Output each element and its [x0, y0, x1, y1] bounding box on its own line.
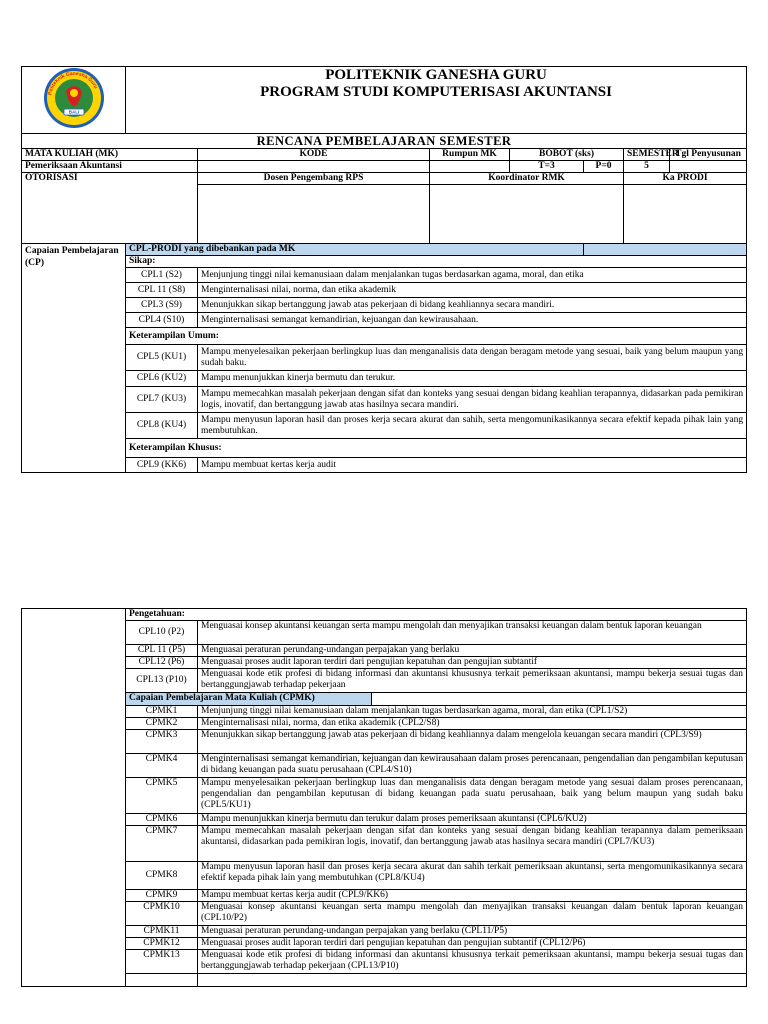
cpl-text: Menginternalisasi semangat kemandirian, kejuangan dan kewirausahaan. — [198, 313, 747, 328]
cpl-text: Menguasai kode etik profesi di bidang informasi dan akuntansi khususnya terkait pemeriksaan akuntansi, mampu bekerja sesuai tugas dan bertanggungjawab terhadap pekerjaan — [198, 669, 747, 693]
cpmk-code: CPMK2 — [126, 718, 198, 730]
bobot-p: P=0 — [584, 161, 624, 173]
cpmk-header: Capaian Pembelajaran Mata Kuliah (CPMK) — [126, 693, 372, 706]
page2-left-column — [22, 609, 126, 987]
col-bobot: BOBOT (sks) — [510, 149, 624, 161]
program-name: PROGRAM STUDI KOMPUTERISASI AKUNTANSI — [260, 84, 612, 100]
empty-cell — [126, 974, 198, 987]
cpl-text: Mampu menunjukkan kinerja bermutu dan terukur. — [198, 371, 747, 387]
empty-cell — [198, 974, 747, 987]
cpmk-code: CPMK9 — [126, 890, 198, 902]
cpl-code: CPL1 (S2) — [126, 268, 198, 283]
cpmk-code: CPMK7 — [126, 826, 198, 862]
col-semester: SEMESTER — [624, 149, 670, 161]
cpmk-text: Mampu menunjukkan kinerja bermutu dan terukur dalam proses pemeriksaan akuntansi (CPL6/KU2) — [198, 814, 747, 826]
cpmk-text: Menunjukkan sikap bertanggung jawab atas pekerjaan di bidang keahliannya dalam mengelola keuangan secara mandiri (CPL3/S9) — [198, 730, 747, 754]
cpmk-text: Menguasai peraturan perundang-undangan perpajakan yang berlaku (CPL11/P5) — [198, 926, 747, 938]
cpmk-text: Menguasai proses audit laporan terdiri dari pengujian kepatuhan dan pengujian subtantif (CPL12/P6) — [198, 938, 747, 950]
semester-value: 5 — [624, 161, 670, 173]
cpmk-code: CPMK11 — [126, 926, 198, 938]
col-mk: MATA KULIAH (MK) — [22, 149, 198, 161]
cpl-header: CPL-PRODI yang dibebankan pada MK — [126, 244, 584, 256]
cpl-text: Menginternalisasi nilai, norma, dan etika akademik — [198, 283, 747, 298]
dosen-label: Dosen Pengembang RPS — [198, 173, 430, 185]
cpmk-text: Mampu menyusun laporan hasil dan proses kerja secara akurat dan sahih terkait pemeriksaan akuntansi, serta mengomunikasikannya secara efektif kepada pihak lain yang membutuhkan (CPL8/KU4) — [198, 862, 747, 890]
rps-table-page-2 — [21, 608, 747, 987]
bobot-t: T=3 — [510, 161, 584, 173]
cpmk-code: CPMK8 — [126, 862, 198, 890]
cpl-text: Mampu menyelesaikan pekerjaan berlingkup luas dan menganalisis data dengan beragam metode yang sesuai, baik yang belum maupun yang sudah baku. — [198, 345, 747, 371]
cpmk-text: Menginternalisasi nilai, norma, dan etika akademik (CPL2/S8) — [198, 718, 747, 730]
otorisasi-label: OTORISASI — [22, 173, 198, 185]
mk-value: Pemeriksaan Akuntansi — [22, 161, 198, 173]
tgl-value — [670, 161, 747, 173]
cpl-code: CPL8 (KU4) — [126, 413, 198, 439]
cpl-text: Mampu menyusun laporan hasil dan proses kerja secara akurat dan sahih, serta mengomunikasikannya secara efektif kepada pihak lain yang membutuhkan. — [198, 413, 747, 439]
cpmk-code: CPMK4 — [126, 754, 198, 778]
cpmk-code: CPMK5 — [126, 778, 198, 814]
cpl-code: CPL6 (KU2) — [126, 371, 198, 387]
cpl-code: CPL10 (P2) — [126, 621, 198, 645]
cpl-code: CPL12 (P6) — [126, 657, 198, 669]
cpmk-text: Menguasai konsep akuntansi keuangan serta mampu mengolah dan menyajikan transaksi keuangan dalam bentuk laporan keuangan (CPL10/P2) — [198, 902, 747, 926]
institution-header — [126, 67, 747, 134]
kaprodi-signature — [624, 185, 747, 244]
doc-title: RENCANA PEMBELAJARAN SEMESTER — [22, 134, 747, 149]
cpl-code: CPL 11 (S8) — [126, 283, 198, 298]
cpl-header-fill — [584, 244, 747, 256]
cpmk-code: CPMK12 — [126, 938, 198, 950]
koordinator-signature — [430, 185, 624, 244]
cpmk-code: CPMK1 — [126, 706, 198, 718]
cpl-text: Menjunjung tinggi nilai kemanusiaan dalam menjalankan tugas berdasarkan agama, moral, dan etika — [198, 268, 747, 283]
logo-cell — [22, 67, 126, 134]
cpmk-code: CPMK13 — [126, 950, 198, 974]
cpmk-code: CPMK6 — [126, 814, 198, 826]
logo-banner-text: BALI — [68, 109, 79, 115]
cpmk-text: Mampu menyelesaikan pekerjaan berlingkup luas dan menganalisis data dengan beragam metode yang sesuai dalam proses perencanaan, pengendalian dan pengambilan keputusan di bidang keuangan pada suatu perusahaan, baik yang belum maupun yang sudah baku (CPL5/KU1) — [198, 778, 747, 814]
col-kode: KODE — [198, 149, 430, 161]
cpl-code: CPL13 (P10) — [126, 669, 198, 693]
cpl-text: Mampu membuat kertas kerja audit — [198, 458, 747, 473]
rps-table-page-1 — [21, 66, 747, 473]
cpl-code: CPL4 (S10) — [126, 313, 198, 328]
cpl-text: Mampu memecahkan masalah pekerjaan dengan sifat dan konteks yang sesuai dengan bidang keahlian terapannya, didasarkan pada pemikiran logis, inovatif, dan bertanggung jawab atas hasilnya secara mandiri. — [198, 387, 747, 413]
logo-ring-text: Politeknik Ganesha Guru — [46, 70, 99, 96]
col-tgl: Tgl Penyusunan — [670, 149, 747, 161]
cpl-text: Menguasai peraturan perundang-undangan perpajakan yang berlaku — [198, 645, 747, 657]
cpl-text: Menguasai konsep akuntansi keuangan serta mampu mengolah dan menyajikan transaksi keuangan dalam bentuk laporan keuangan — [198, 621, 747, 645]
cp-label: Capaian Pembelajaran (CP) — [22, 244, 126, 473]
cpmk-text: Mampu memecahkan masalah pekerjaan dengan sifat dan konteks yang sesuai dengan bidang keahlian terapannya dalam pemeriksaan akuntansi, didasarkan pada pemikiran logis, inovatif, dan bertanggung jawab atas hasilnya secara mandiri (CPL7/KU3) — [198, 826, 747, 862]
cpl-code: CPL5 (KU1) — [126, 345, 198, 371]
cpmk-code: CPMK10 — [126, 902, 198, 926]
cpmk-text: Menjunjung tinggi nilai kemanusiaan dalam menjalankan tugas berdasarkan agama, moral, dan etika (CPL1/S2) — [198, 706, 747, 718]
dosen-signature — [198, 185, 430, 244]
institution-name: POLITEKNIK GANESHA GURU — [325, 67, 547, 83]
kaprodi-label: Ka PRODI — [624, 173, 747, 185]
cpl-code: CPL 11 (P5) — [126, 645, 198, 657]
cpmk-code: CPMK3 — [126, 730, 198, 754]
ku-title: Keterampilan Umum: — [126, 328, 747, 345]
cpmk-text: Menguasai kode etik profesi di bidang informasi dan akuntansi khususnya terkait pemeriksaan akuntansi, mampu bekerja sesuai tugas dan bertanggungjawab terhadap pekerjaan (CPL13/P10) — [198, 950, 747, 974]
kode-value — [198, 161, 430, 173]
cpmk-text: Mampu membuat kertas kerja audit (CPL9/KK6) — [198, 890, 747, 902]
cpl-code: CPL9 (KK6) — [126, 458, 198, 473]
cpl-text: Menunjukkan sikap bertanggung jawab atas pekerjaan di bidang keahliannya secara mandiri. — [198, 298, 747, 313]
institution-logo — [43, 67, 105, 129]
col-rumpun: Rumpun MK — [430, 149, 510, 161]
rumpun-value — [430, 161, 510, 173]
cpmk-text: Menginternalisasi semangat kemandirian, kejuangan dan kewirausahaan dalam proses perencanaan, pengendalian dan pengambilan keputusan di bidang keuangan pada suatu perusahaan (CPL4/S10) — [198, 754, 747, 778]
cpl-code: CPL7 (KU3) — [126, 387, 198, 413]
kk-title: Keterampilan Khusus: — [126, 439, 747, 458]
pengetahuan-title: Pengetahuan: — [126, 609, 747, 621]
cpmk-header-fill — [372, 693, 747, 706]
sikap-title: Sikap: — [126, 256, 747, 268]
otorisasi-space — [22, 185, 198, 244]
cpl-code: CPL3 (S9) — [126, 298, 198, 313]
koordinator-label: Koordinator RMK — [430, 173, 624, 185]
cpl-text: Menguasai proses audit laporan terdiri dari pengujian kepatuhan dan pengujian subtantif — [198, 657, 747, 669]
